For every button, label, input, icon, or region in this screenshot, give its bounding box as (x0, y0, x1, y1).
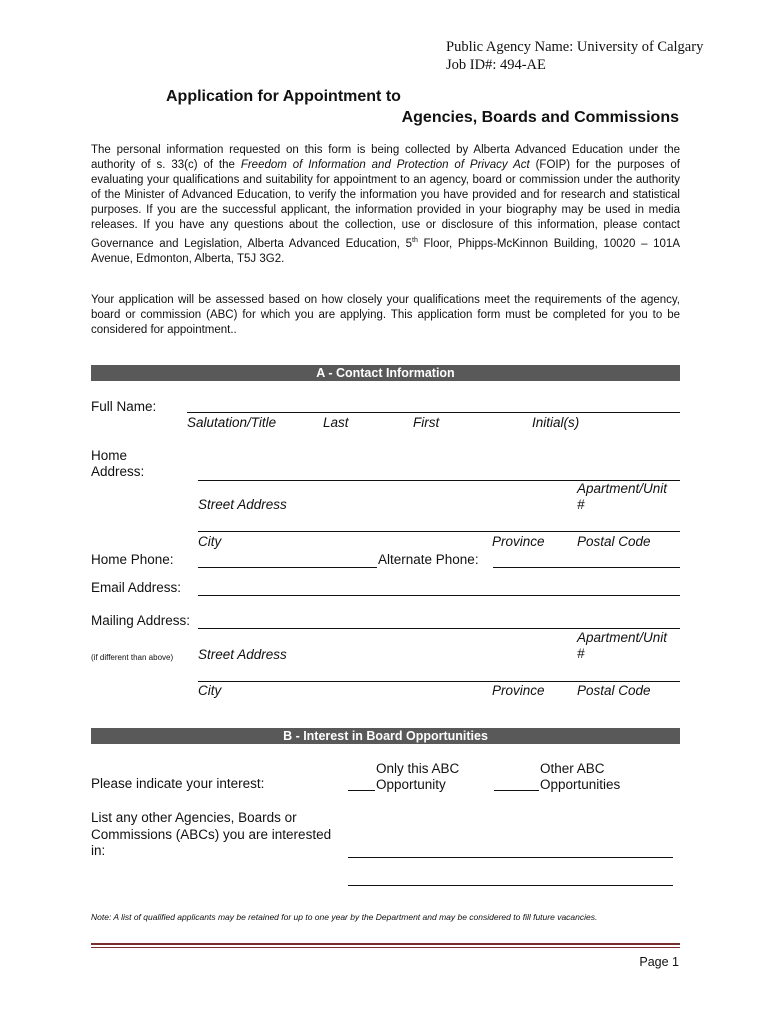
home-address-label-1: Home (91, 448, 128, 463)
other-abc-line-1: Other ABC (540, 761, 605, 776)
privacy-text-b: (FOIP) for the purposes of evaluating your qualifications and suitability for appointment to an agency, board or commission under the authority of the Minister of Advanced Education, to verify the information you have provided and for research and statistical purposes. If you are the successful applicant, the information provided in your biography may be used in media releases. If you have any questions about the collection, use or disclosure of this information, please contact Governance and Legislation, Alberta Advanced Education, 5 (91, 159, 680, 250)
section-b-header: B - Interest in Board Opportunities (91, 728, 680, 744)
full-name-label: Full Name: (91, 399, 157, 414)
header-block (446, 38, 703, 74)
home-apartment-caption-1: Apartment/Unit (577, 481, 668, 496)
home-city-caption: City (198, 534, 222, 549)
home-postal-caption: Postal Code (577, 534, 651, 549)
only-this-abc-option (376, 761, 459, 793)
home-apartment-caption (577, 481, 667, 513)
title-line-2: Agencies, Boards and Commissions (401, 109, 679, 126)
email-field[interactable] (198, 595, 680, 596)
title-line-1: Application for Appointment to (166, 88, 401, 105)
footer-rule (91, 943, 680, 945)
home-apartment-caption-2: # (577, 497, 585, 512)
other-abcs-line-2[interactable] (348, 885, 673, 886)
footer-rule-thin (91, 947, 680, 948)
interest-label: Please indicate your interest: (91, 776, 265, 791)
agency-name: Public Agency Name: University of Calgary (446, 39, 704, 55)
section-a-header: A - Contact Information (91, 365, 680, 381)
mailing-postal-caption: Postal Code (577, 683, 651, 698)
other-abc-option (540, 761, 620, 793)
alternate-phone-label: Alternate Phone: (378, 552, 479, 567)
initials-caption: Initial(s) (532, 415, 580, 430)
list-label-1: List any other Agencies, Boards or (91, 810, 297, 825)
last-name-caption: Last (323, 415, 349, 430)
list-other-abcs-label (91, 810, 331, 860)
superscript-th: th (412, 237, 418, 244)
home-address-label (91, 448, 144, 480)
list-label-3: in: (91, 843, 106, 858)
assessment-paragraph: Your application will be assessed based on how closely your qualifications meet the requirements of the agency, board or commission (ABC) for which you are applying. This application form must be completed for you to be considered for appointment.. (91, 294, 680, 336)
mailing-address-line-1[interactable] (198, 628, 680, 629)
only-this-abc-line-1: Only this ABC (376, 761, 460, 776)
job-id: Job ID#: 494-AE (446, 57, 546, 73)
other-abc-checkbox[interactable] (494, 790, 539, 791)
mailing-apartment-caption (577, 630, 667, 662)
home-phone-label: Home Phone: (91, 552, 174, 567)
privacy-text-c: Floor, Phipps-McKinnon Building, 10020 – 101A Avenue, Edmonton, Alberta, T5J 3G2. (91, 237, 680, 265)
first-name-caption: First (413, 415, 440, 430)
mailing-address-line-2[interactable] (198, 681, 680, 682)
only-this-abc-checkbox[interactable] (348, 790, 375, 791)
foip-act-name: Freedom of Information and Protection of Privacy Act (240, 159, 530, 171)
full-name-field[interactable] (187, 412, 680, 413)
home-province-caption: Province (492, 534, 545, 549)
mailing-note: (if different than above) (91, 653, 174, 662)
salutation-caption: Salutation/Title (187, 415, 277, 430)
mailing-apartment-caption-2: # (577, 646, 585, 661)
mailing-apartment-caption-1: Apartment/Unit (577, 630, 668, 645)
mailing-city-caption: City (198, 683, 222, 698)
list-label-2: Commissions (ABCs) you are interested (91, 826, 332, 842)
privacy-text-a: The personal information requested on this form is being collected by Alberta Advanced Education under the authority of s. 33(c) of the (91, 144, 680, 171)
mailing-province-caption: Province (492, 683, 545, 698)
mailing-street-caption: Street Address (198, 647, 287, 662)
page-number: Page 1 (639, 955, 679, 969)
mailing-address-label: Mailing Address: (91, 613, 191, 628)
retention-note: Note: A list of qualified applicants may be retained for up to one year by the Department and may be considered to fill future vacancies. (91, 912, 598, 922)
email-label: Email Address: (91, 580, 182, 595)
only-this-abc-line-2: Opportunity (376, 777, 446, 792)
other-abcs-line-1[interactable] (348, 857, 673, 858)
home-street-caption: Street Address (198, 497, 287, 512)
alternate-phone-field[interactable] (493, 567, 680, 568)
home-address-line-2[interactable] (198, 531, 680, 532)
other-abc-line-2: Opportunities (540, 777, 621, 792)
privacy-paragraph (91, 143, 680, 267)
home-phone-field[interactable] (198, 567, 377, 568)
home-address-label-2: Address: (91, 464, 145, 479)
